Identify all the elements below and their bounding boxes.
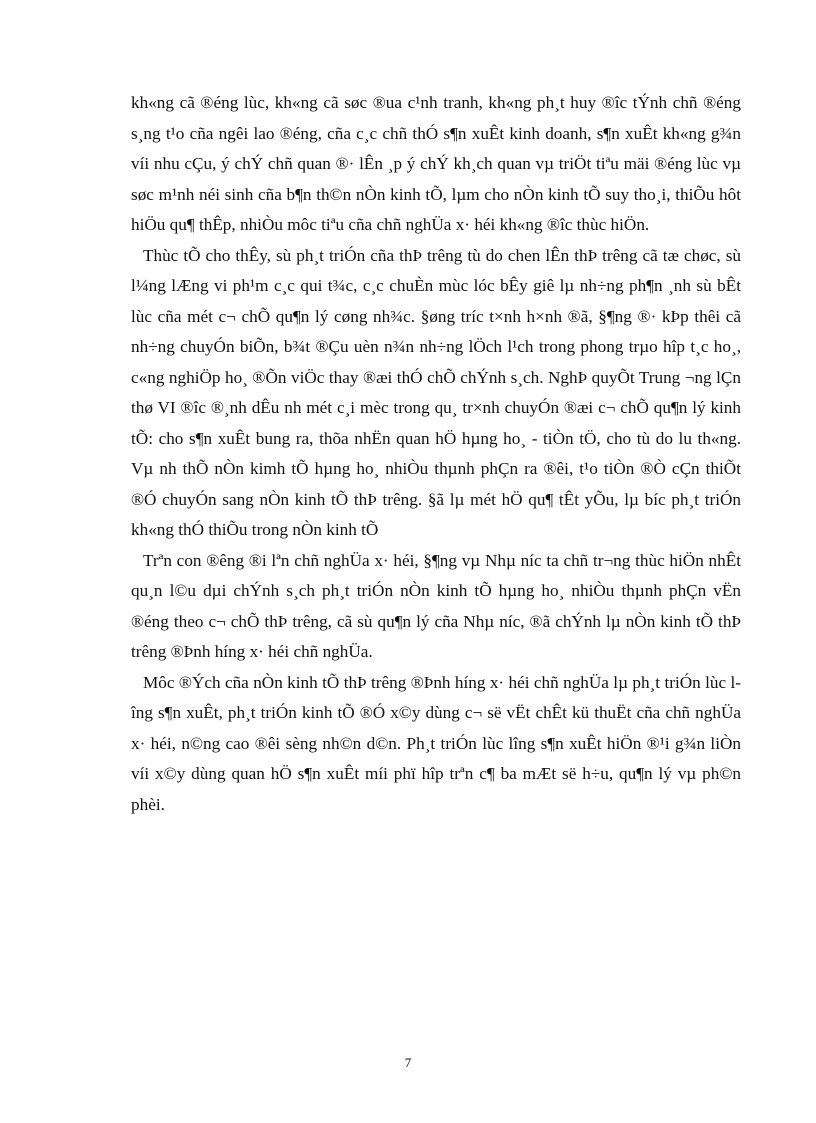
paragraph-4: Môc ®Ých cña nÒn kinh tÕ thÞ trêng ®Þnh híng x· héi chñ nghÜa lµ ph¸t triÓn lùc lîng s¶n xuÊt, ph¸t triÓn kinh tÕ ®Ó x©y dùng c¬ së vËt chÊt kü thuËt cña chñ nghÜa x· héi, n©ng cao ®êi sèng nh©n d©n. Ph¸t triÓn lùc lîng s¶n xuÊt hiÖn ®¹i g¾n liÒn víi x©y dùng quan hÖ s¶n xuÊt míi phï hîp trªn c¶ ba mÆt së h÷u, qu¶n lý vµ ph©n phèi. [131, 672, 741, 814]
paragraph-3: Trªn con ®êng ®i lªn chñ nghÜa x· héi, §¶ng vµ Nhµ níc ta chñ tr¬ng thùc hiÖn nhÊt qu¸n l©u dµi chÝnh s¸ch ph¸t triÓn nÒn kinh tÕ hµng ho¸ nhiÒu thµnh phÇn vËn ®éng theo c¬ chÕ thÞ trêng, cã sù qu¶n lý cña Nhµ níc, ®ã chÝnh lµ nÒn kinh tÕ thÞ trêng ®Þnh híng x· héi chñ nghÜa. [131, 550, 741, 661]
body-text [131, 88, 741, 820]
page-number: 7 [404, 1055, 412, 1070]
paragraph-2: Thùc tÕ cho thÊy, sù ph¸t triÓn cña thÞ trêng tù do chen lÊn thÞ trêng cã tæ chøc, sù l¼ng lÆng vi ph¹m c¸c qui t¾c, c¸c chuÈn mùc lóc bÊy giê lµ nh÷ng ph¶n ¸nh sù bÊt lùc cña mét c¬ chÕ qu¶n lý cøng nh¾c. §øng tríc t×nh h×nh ®ã, §¶ng ®· kÞp thêi cã nh÷ng chuyÓn biÕn, b¾t ®Çu uèn n¾n nh÷ng lÖch l¹ch trong phong trµo hîp t¸c ho¸, c«ng nghiÖp ho¸ ®Õn viÖc thay ®æi thÓ chÕ chÝnh s¸ch. NghÞ quyÕt Trung ¬ng lÇn thø VI ®îc ®¸nh dÊu nh mét c¸i mèc trong qu¸ tr×nh chuyÓn ®æi c¬ chÕ qu¶n lý kinh tÕ: cho s¶n xuÊt bung ra, thõa nhËn quan hÖ hµng ho¸ - tiÒn tÖ, cho tù do lu th«ng. Vµ nh thÕ nÒn kimh tÕ hµng ho¸ nhiÒu thµnh phÇn ra ®êi, t¹o tiÒn ®Ò cÇn thiÕt ®Ó chuyÓn sang nÒn kinh tÕ thÞ trêng. §ã lµ mét hÖ qu¶ tÊt yÕu, lµ bíc ph¸t triÓn kh«ng thÓ thiÕu trong nÒn kinh tÕ [131, 245, 741, 539]
paragraph-1: kh«ng cã ®éng lùc, kh«ng cã søc ®ua c¹nh tranh, kh«ng ph¸t huy ®îc tÝnh chñ ®éng s¸ng t¹o cña ngêi lao ®éng, cña c¸c chñ thÓ s¶n xuÊt kinh doanh, s¶n xuÊt kh«ng g¾n víi nhu cÇu, ý chÝ chñ quan ®· lÊn ¸p ý chÝ kh¸ch quan vµ triÖt tiªu mäi ®éng lùc vµ søc m¹nh néi sinh cña b¶n th©n nÒn kinh tÕ, lµm cho nÒn kinh tÕ suy tho¸i, thiÕu hôt hiÖu qu¶ thÊp, nhiÒu môc tiªu cña chñ nghÜa x· héi kh«ng ®îc thùc hiÖn. [131, 93, 741, 234]
